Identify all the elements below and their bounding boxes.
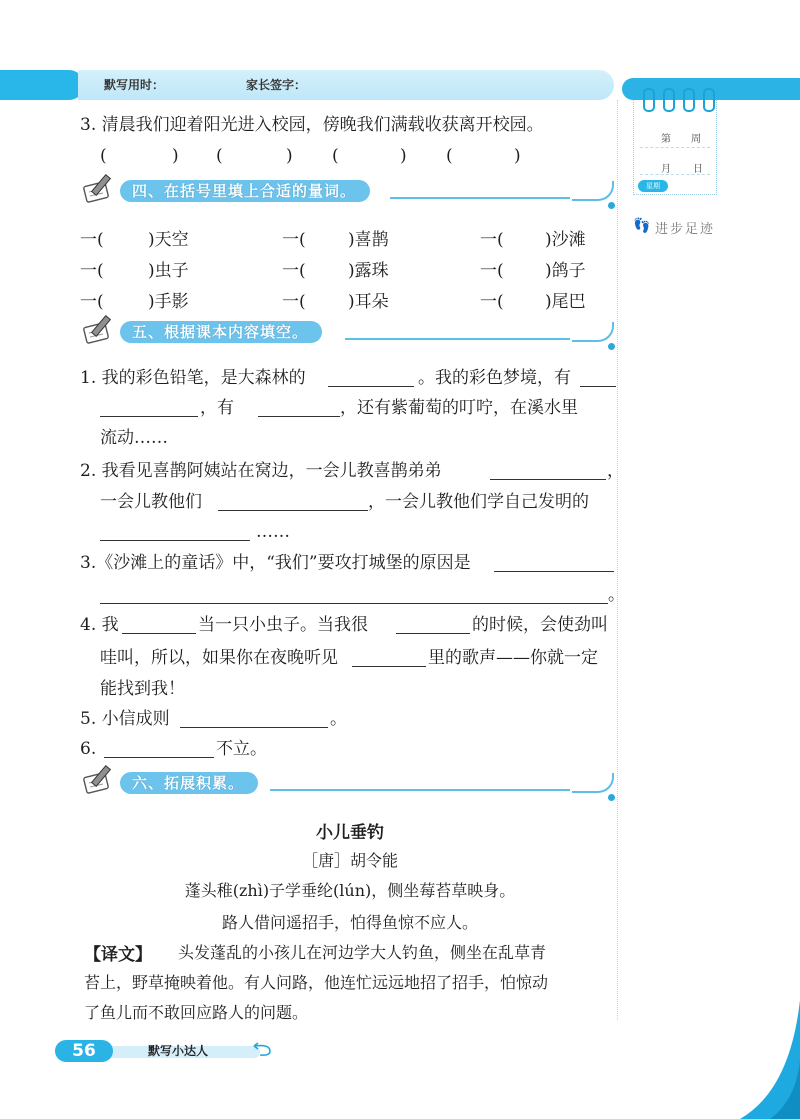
page-number: 56: [55, 1040, 113, 1062]
q3-blank-1[interactable]: [494, 553, 614, 572]
mw-suffix: )鸽子: [545, 261, 586, 281]
section6-dot: [608, 794, 615, 801]
q4-blank-3[interactable]: [352, 648, 426, 667]
q1-text-e: 流动……: [100, 428, 168, 448]
section6-rule: [270, 789, 570, 791]
translation-line-1: 头发蓬乱的小孩儿在河边学大人钓鱼，侧坐在乱草青: [178, 943, 547, 962]
mw-suffix: )天空: [148, 230, 189, 250]
q2-blank-1[interactable]: [490, 461, 606, 480]
calendar-week-label: 第: [661, 134, 671, 145]
q3-text-b: 。: [608, 585, 625, 605]
q2-blank-2[interactable]: [218, 492, 368, 511]
q4-text-a: 4. 我: [80, 615, 119, 635]
mw-suffix: )沙滩: [545, 230, 586, 250]
q5-text-b: 。: [330, 709, 347, 729]
calendar-ring-icon: [703, 88, 715, 112]
mw-suffix: )露珠: [348, 261, 389, 281]
q3-blank-2[interactable]: [100, 585, 608, 604]
mw-prefix: 一(: [480, 261, 504, 281]
mw-prefix: 一(: [80, 292, 104, 312]
mw-prefix: 一(: [282, 292, 306, 312]
parent-signature-label: 家长签字：: [246, 78, 307, 92]
mw-prefix: 一(: [80, 230, 104, 250]
paren-close: ): [400, 146, 407, 166]
pencil-notebook-icon: [82, 313, 118, 345]
poem-author: ［唐］胡令能: [301, 851, 398, 870]
q4-text-d: 哇叫，所以，如果你在夜晚听见: [100, 648, 338, 668]
q4-text-e: 里的歌声——你就一定: [428, 648, 598, 668]
q1-blank-2-cont[interactable]: [100, 398, 198, 417]
translation-line-2: 苔上，野草掩映着他。有人问路，他连忙远远地招了招手，怕惊动: [84, 973, 549, 992]
q4-blank-2[interactable]: [396, 615, 470, 634]
section6-title: 六、拓展积累。: [120, 772, 258, 794]
translation-line-3: 了鱼儿而不敢回应路人的问题。: [84, 1003, 309, 1022]
paren-open: (: [446, 146, 453, 166]
section6-curve: [572, 773, 614, 793]
poem-title: 小儿垂钓: [316, 823, 384, 843]
section4-rule: [390, 197, 570, 199]
q2-text-b: ，: [607, 461, 624, 481]
mw-suffix: )耳朵: [348, 292, 389, 312]
poem-line-2: 路人借问遥招手，怕得鱼惊不应人。: [221, 913, 478, 932]
q5-text-a: 5. 小信成则: [80, 709, 170, 729]
q4-text-b: 当一只小虫子。当我很: [198, 615, 368, 635]
q6-text-a: 6.: [80, 739, 97, 759]
mw-suffix: )喜鹊: [348, 230, 389, 250]
section5-dot: [608, 343, 615, 350]
q4-blank-1[interactable]: [122, 615, 196, 634]
mw-suffix: )尾巴: [545, 292, 586, 312]
mw-prefix: 一(: [480, 292, 504, 312]
mw-suffix: )虫子: [148, 261, 189, 281]
q2-blank-3[interactable]: [100, 522, 250, 541]
translation-tag: 【译文】: [84, 945, 152, 965]
q2-text-d: ，一会儿教他们学自己发明的: [368, 492, 589, 512]
section5-curve: [572, 322, 614, 342]
q1-text-c: ，有: [200, 398, 234, 418]
mw-prefix: 一(: [282, 230, 306, 250]
q1-text-b: 。我的彩色梦境，有: [418, 368, 571, 388]
q6-blank[interactable]: [104, 739, 214, 758]
section4-curve: [572, 181, 614, 201]
paren-open: (: [100, 146, 107, 166]
q4-text-f: 能找到我！: [100, 679, 185, 699]
paren-close: ): [286, 146, 293, 166]
q1-blank-1[interactable]: [328, 368, 414, 387]
weekday-badge: 星期: [638, 180, 668, 192]
calendar-ring-icon: [663, 88, 675, 112]
header-tab: [0, 70, 84, 100]
q2-text-e: ……: [256, 522, 290, 542]
section4-title: 四、在括号里填上合适的量词。: [120, 180, 370, 202]
book-label: 默写小达人: [148, 1044, 209, 1058]
section4-dot: [608, 202, 615, 209]
q1-blank-2[interactable]: [580, 368, 616, 387]
mw-prefix: 一(: [80, 261, 104, 281]
calendar-week-line: [640, 147, 710, 148]
poem-line-1: 蓬头稚(zhì)子学垂纶(lún)，侧坐莓苔草映身。: [184, 881, 516, 900]
q1-text-d: ，还有紫葡萄的叮咛，在溪水里: [340, 398, 578, 418]
footprint-icon: 👣: [633, 218, 651, 234]
mw-prefix: 一(: [282, 261, 306, 281]
q4-text-c: 的时候，会使劲叫: [472, 615, 608, 635]
pencil-notebook-icon: [82, 172, 118, 204]
return-arrow-icon: [252, 1042, 274, 1058]
calendar-date-line: [640, 174, 710, 175]
q2-text-a: 2. 我看见喜鹊阿姨站在窝边，一会儿教喜鹊弟弟: [80, 461, 442, 481]
section5-title: 五、根据课本内容填空。: [120, 321, 322, 343]
calendar-ring-icon: [643, 88, 655, 112]
q1-text-a: 1. 我的彩色铅笔，是大森林的: [80, 368, 306, 388]
paren-close: ): [514, 146, 521, 166]
q6-text-b: 不立。: [216, 739, 267, 759]
calendar-week-unit: 周: [691, 134, 701, 145]
q2-text-c: 一会儿教他们: [100, 492, 202, 512]
section5-rule: [345, 338, 570, 340]
paren-close: ): [172, 146, 179, 166]
q5-blank[interactable]: [180, 709, 328, 728]
calendar-month-unit: 月: [661, 164, 671, 175]
paren-open: (: [332, 146, 339, 166]
q1-blank-3[interactable]: [258, 398, 340, 417]
mw-prefix: 一(: [480, 230, 504, 250]
time-used-label: 默写用时：: [104, 78, 165, 92]
calendar-day-unit: 日: [693, 164, 703, 175]
paren-open: (: [216, 146, 223, 166]
q3-text-a: 3.《沙滩上的童话》中，“我们”要攻打城堡的原因是: [80, 553, 471, 573]
mw-suffix: )手影: [148, 292, 189, 312]
item3-sentence: 3. 清晨我们迎着阳光进入校园，傍晚我们满载收获离开校园。: [80, 115, 544, 135]
progress-label: 进步足迹: [655, 222, 716, 237]
pencil-notebook-icon: [82, 763, 118, 795]
calendar-ring-icon: [683, 88, 695, 112]
corner-decoration: [700, 1000, 800, 1119]
